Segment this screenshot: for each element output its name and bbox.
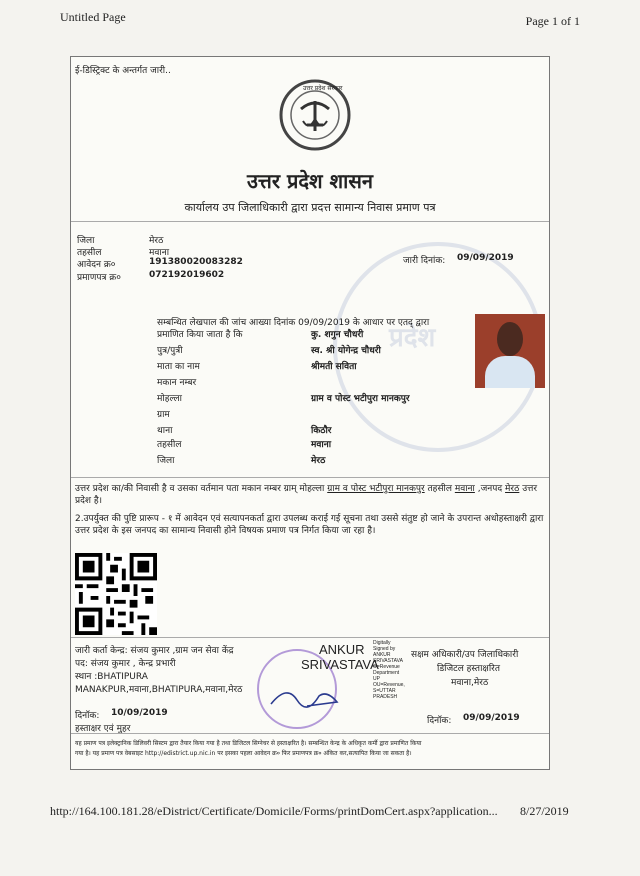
signature-meta-line: Digitally xyxy=(373,640,391,646)
residence-tehsil: मवाना xyxy=(454,484,475,494)
signature-meta-line: ANKUR xyxy=(373,652,391,658)
locality-label: मोहल्ला xyxy=(157,394,182,404)
watermark-text: प्रदेश xyxy=(389,323,436,353)
locality-value: ग्राम व पोस्ट भटीपुरा मानकपुर xyxy=(311,394,410,404)
district2-label: जिला xyxy=(157,456,175,466)
print-header xyxy=(60,10,580,30)
divider xyxy=(71,477,549,478)
certificate-title: उत्तर प्रदेश शासन xyxy=(247,169,373,193)
authority-title: सक्षम अधिकारी/उप जिलाधिकारी xyxy=(411,650,519,660)
residence-district: मेरठ xyxy=(505,484,520,494)
signature-meta-line: SRIVASTAVA xyxy=(373,658,403,664)
application-no-label: आवेदन क्र० xyxy=(77,260,116,270)
signature-meta-line: S=UTTAR xyxy=(373,688,396,694)
place-line2: MANAKPUR,मवाना,BHATIPURA,मवाना,मेरठ xyxy=(75,685,243,695)
issuing-center: जारी कर्ता केन्द्र: संजय कुमार ,ग्राम जन सेवा केंद्र xyxy=(75,646,234,656)
district-label: जिला xyxy=(77,236,95,246)
emblem-caption: उत्तर प्रदेश सरकार xyxy=(303,85,343,92)
signature-seal-label: हस्ताक्षर एवं मुहर xyxy=(75,724,131,734)
digital-signer-surname: SRIVASTAVA xyxy=(301,657,379,672)
residence-paragraph xyxy=(75,483,545,507)
police-station-label: थाना xyxy=(157,426,173,436)
residence-text: तहसील xyxy=(424,484,455,494)
signature-meta-line: UP xyxy=(373,676,380,682)
photo-clothing xyxy=(485,356,535,388)
signature-meta-line: OU=Revenue, xyxy=(373,682,405,688)
issue-date-value: 09/09/2019 xyxy=(457,253,514,263)
authority-digital: डिजिटल हस्ताक्षरित xyxy=(437,664,500,674)
handwritten-signature xyxy=(267,682,347,712)
residence-text: उत्तर प्रदेश का/की निवासी है व उसका वर्तमान पता मकान नम्बर ग्राम् मोहल्ला xyxy=(75,484,328,494)
certificate-no-value: 072192019602 xyxy=(149,270,225,280)
application-no-value: 191380020083282 xyxy=(149,257,243,267)
residence-address: ग्राम व पोस्ट भटीपुरा मानकपुर xyxy=(327,484,425,494)
tehsil-label: तहसील xyxy=(77,248,102,258)
mother-value: श्रीमती सविता xyxy=(311,362,357,372)
tehsil2-value: मवाना xyxy=(311,440,332,450)
confirmation-paragraph: 2.उपर्युक्त की पुष्टि प्रारूप - १ में आवेदन एवं सत्यापनकर्ता द्वारा उपलब्ध कराई गई सूचना तथा उससे संतुष्ट हो जाने के उपरान्त अधोहस्ताक्षरी द्वारा उत्तर प्रदेश के इस जनपद का सामान्य निवासी होने विषयक प्रमाण पत्र निर्गत किया जा रहा है। xyxy=(75,514,544,536)
residence-text: उत्तर प्रदेश है। xyxy=(75,484,538,506)
certificate-subtitle: कार्यालय उप जिलाधिकारी द्वारा प्रदत्त सामान्य निवास प्रमाण पत्र xyxy=(184,201,436,214)
center-date-label: दिनॉक: xyxy=(75,711,100,721)
applicant-photo xyxy=(475,314,545,388)
certificate-note-line2: गया है। यह प्रमाण पत्र वेबसाइट http://edistrict.up.nic.in पर इसका पहला आवेदन क्र० फिर प्रमाणपत्र क्र० अंकित कर,सत्यापित किया जा सकता है। xyxy=(75,750,412,757)
page-title: Untitled Page xyxy=(60,10,126,24)
police-station-value: किठौर xyxy=(311,426,332,436)
certify-line: प्रमाणित किया जाता है कि xyxy=(157,330,243,340)
village-label: ग्राम xyxy=(157,410,170,420)
photo-face xyxy=(497,322,523,356)
verification-line: सम्बन्धित लेखपाल की जांच आख्या दिनांक 09/09/2019 के आधार पर एतद् द्वारा xyxy=(157,318,430,328)
signature-meta-line: O=Revenue xyxy=(373,664,400,670)
house-no-label: मकान नम्बर xyxy=(157,378,197,388)
print-date: 8/27/2019 xyxy=(520,804,569,818)
page-url[interactable]: http://164.100.181.28/eDistrict/Certificate/Domicile/Forms/printDomCert.aspx?application... xyxy=(50,804,498,818)
name-value: कु. शगुन चौधरी xyxy=(311,330,364,340)
digital-signature-details xyxy=(373,640,405,700)
digital-signer-name: ANKUR xyxy=(319,642,365,657)
place-line1: स्थान :BHATIPURA xyxy=(75,672,148,682)
authority-date-value: 09/09/2019 xyxy=(463,713,520,723)
district2-value: मेरठ xyxy=(311,456,326,466)
tehsil2-label: तहसील xyxy=(157,440,182,450)
center-date-value: 10/09/2019 xyxy=(111,708,168,718)
parent-label: पुत्र/पुत्री xyxy=(157,346,183,356)
certificate-no-label: प्रमाणपत्र क्र० xyxy=(77,273,121,283)
certificate xyxy=(70,56,550,770)
signature-meta-line: Department xyxy=(373,670,400,676)
district-value: मेरठ xyxy=(149,236,164,246)
certificate-note-line1: यह प्रमाण पत्र इलेक्ट्रानिक डिलिवरी सिस्टम द्वारा तैयार किया गया है तथा डिजिटल सिग्नेचर से हस्ताक्षरित है। सम्बन्धित केन्द्र के अधिकृत कर्मी द्वारा प्रमाणित किया xyxy=(75,740,422,747)
authority-location: मवाना,मेरठ xyxy=(451,678,489,688)
divider xyxy=(71,221,549,222)
tehsil-value: मवाना xyxy=(149,248,170,258)
divider xyxy=(71,733,549,734)
residence-text: ,जनपद xyxy=(474,484,506,494)
issue-date-label: जारी दिनांक: xyxy=(403,256,446,266)
page-number: Page 1 of 1 xyxy=(525,14,580,28)
parent-value: स्व. श्री योगेन्द्र चौधरी xyxy=(311,346,381,356)
signature-meta-line: PRADESH xyxy=(373,694,398,700)
signature-meta-line: Signed by xyxy=(373,646,396,652)
issuer-post: पद: संजय कुमार , केन्द्र प्रभारी xyxy=(75,659,176,669)
issued-under-text: ई-डिस्ट्रिक्ट के अन्तर्गत जारी.. xyxy=(75,66,171,76)
mother-label: माता का नाम xyxy=(157,362,200,372)
divider xyxy=(71,637,549,638)
authority-date-label: दिनॉक: xyxy=(427,716,452,726)
qr-code[interactable] xyxy=(75,553,157,635)
